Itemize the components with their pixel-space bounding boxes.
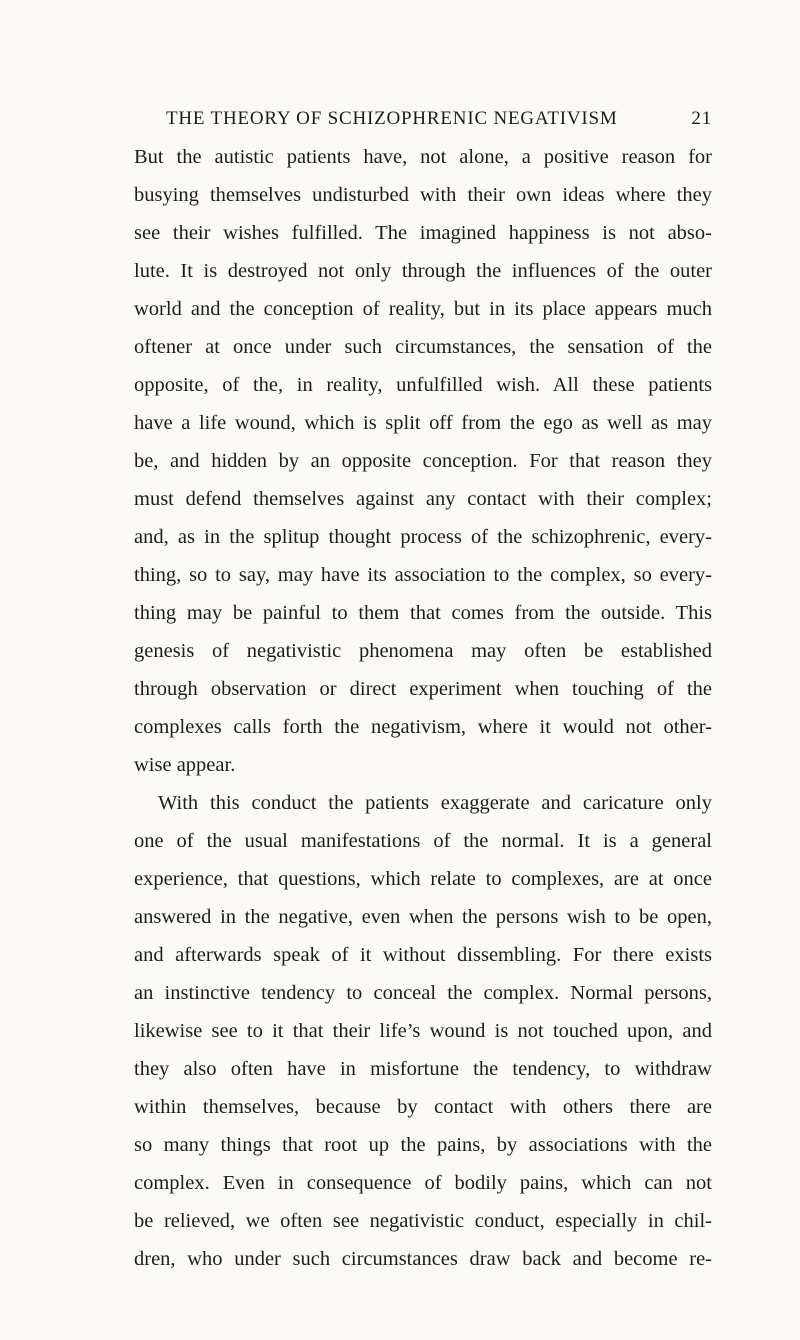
text-line: complexes calls forth the negativism, where it would not other- <box>134 716 712 738</box>
text-line: busying themselves undisturbed with their own ideas where they <box>134 184 712 206</box>
text-line: within themselves, because by contact with others there are <box>134 1096 712 1118</box>
text-line: through observation or direct experiment when touching of the <box>134 678 712 700</box>
text-line: thing, so to say, may have its association to the complex, so every- <box>134 564 712 586</box>
text-line: and afterwards speak of it without dissembling. For there exists <box>134 944 712 966</box>
page-number: 21 <box>691 108 712 129</box>
body-text <box>134 138 712 1278</box>
text-line: be, and hidden by an opposite conception. For that reason they <box>134 450 712 472</box>
text-line: oftener at once under such circumstances, the sensation of the <box>134 336 712 358</box>
running-header <box>166 108 712 138</box>
text-line: experience, that questions, which relate to complexes, are at once <box>134 868 712 890</box>
text-line: With this conduct the patients exaggerate and caricature only <box>158 792 712 814</box>
paragraph-2 <box>134 784 712 1278</box>
text-line: so many things that root up the pains, by associations with the <box>134 1134 712 1156</box>
text-line: opposite, of the, in reality, unfulfilled wish. All these patients <box>134 374 712 396</box>
text-line: But the autistic patients have, not alone, a positive reason for <box>134 146 712 168</box>
text-line: lute. It is destroyed not only through the influences of the outer <box>134 260 712 282</box>
text-line: likewise see to it that their life’s wound is not touched upon, and <box>134 1020 712 1042</box>
text-line: answered in the negative, even when the persons wish to be open, <box>134 906 712 928</box>
text-line: they also often have in misfortune the tendency, to withdraw <box>134 1058 712 1080</box>
text-line: dren, who under such circumstances draw back and become re- <box>134 1248 712 1270</box>
text-line: genesis of negativistic phenomena may often be established <box>134 640 712 662</box>
text-line: must defend themselves against any contact with their complex; <box>134 488 712 510</box>
text-line: wise appear. <box>134 754 236 776</box>
text-line: one of the usual manifestations of the normal. It is a general <box>134 830 712 852</box>
running-title: THE THEORY OF SCHIZOPHRENIC NEGATIVISM <box>166 108 618 129</box>
text-line: and, as in the splitup thought process of the schizophrenic, every- <box>134 526 712 548</box>
text-line: be relieved, we often see negativistic conduct, especially in chil- <box>134 1210 712 1232</box>
text-line: complex. Even in consequence of bodily pains, which can not <box>134 1172 712 1194</box>
paragraph-1 <box>134 138 712 784</box>
text-line: thing may be painful to them that comes from the outside. This <box>134 602 712 624</box>
text-line: have a life wound, which is split off from the ego as well as may <box>134 412 712 434</box>
text-line: world and the conception of reality, but in its place appears much <box>134 298 712 320</box>
text-line: see their wishes fulfilled. The imagined happiness is not abso- <box>134 222 712 244</box>
text-line: an instinctive tendency to conceal the complex. Normal persons, <box>134 982 712 1004</box>
